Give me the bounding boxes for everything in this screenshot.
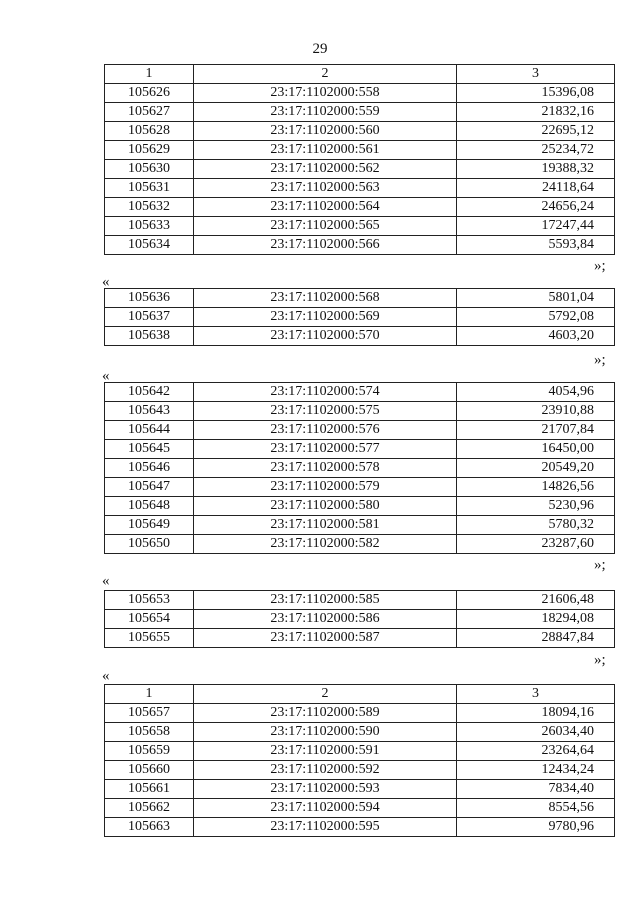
table-row [105, 327, 615, 346]
row-number-cell: 105634 [105, 236, 194, 255]
row-number-cell: 105657 [105, 704, 194, 723]
table-row [105, 818, 615, 837]
cadastral-number-cell: 23:17:1102000:561 [194, 141, 457, 160]
table-row [105, 799, 615, 818]
cadastral-number-cell: 23:17:1102000:574 [194, 383, 457, 402]
data-table-4 [104, 590, 615, 648]
table-row [105, 141, 615, 160]
table-header-row [105, 685, 615, 704]
value-cell: 5230,96 [457, 497, 615, 516]
value-cell: 22695,12 [457, 122, 615, 141]
cadastral-number-cell: 23:17:1102000:580 [194, 497, 457, 516]
cadastral-number-cell: 23:17:1102000:594 [194, 799, 457, 818]
value-cell: 21606,48 [457, 591, 615, 610]
cadastral-number-cell: 23:17:1102000:577 [194, 440, 457, 459]
value-cell: 5792,08 [457, 308, 615, 327]
value-cell: 23287,60 [457, 535, 615, 554]
opening-quote-2: « [102, 274, 110, 290]
row-number-cell: 105637 [105, 308, 194, 327]
row-number-cell: 105653 [105, 591, 194, 610]
table-row [105, 497, 615, 516]
cadastral-number-cell: 23:17:1102000:564 [194, 198, 457, 217]
row-number-cell: 105638 [105, 327, 194, 346]
cadastral-number-cell: 23:17:1102000:586 [194, 610, 457, 629]
row-number-cell: 105642 [105, 383, 194, 402]
opening-quote-5: « [102, 668, 110, 684]
row-number-cell: 105660 [105, 761, 194, 780]
table-header-row [105, 65, 615, 84]
table-row [105, 289, 615, 308]
table-row [105, 122, 615, 141]
value-cell: 23910,88 [457, 402, 615, 421]
cadastral-number-cell: 23:17:1102000:581 [194, 516, 457, 535]
row-number-cell: 105658 [105, 723, 194, 742]
row-number-cell: 105659 [105, 742, 194, 761]
cadastral-number-cell: 23:17:1102000:575 [194, 402, 457, 421]
value-cell: 7834,40 [457, 780, 615, 799]
value-cell: 21832,16 [457, 103, 615, 122]
cadastral-number-cell: 23:17:1102000:592 [194, 761, 457, 780]
column-header: 3 [457, 685, 615, 704]
cadastral-number-cell: 23:17:1102000:587 [194, 629, 457, 648]
table-row [105, 160, 615, 179]
row-number-cell: 105629 [105, 141, 194, 160]
cadastral-number-cell: 23:17:1102000:563 [194, 179, 457, 198]
row-number-cell: 105649 [105, 516, 194, 535]
cadastral-number-cell: 23:17:1102000:582 [194, 535, 457, 554]
table-row [105, 516, 615, 535]
cadastral-number-cell: 23:17:1102000:579 [194, 478, 457, 497]
cadastral-number-cell: 23:17:1102000:568 [194, 289, 457, 308]
value-cell: 15396,08 [457, 84, 615, 103]
opening-quote-4: « [102, 573, 110, 589]
value-cell: 26034,40 [457, 723, 615, 742]
cadastral-number-cell: 23:17:1102000:589 [194, 704, 457, 723]
table-row [105, 402, 615, 421]
row-number-cell: 105663 [105, 818, 194, 837]
cadastral-number-cell: 23:17:1102000:576 [194, 421, 457, 440]
cadastral-number-cell: 23:17:1102000:569 [194, 308, 457, 327]
table-row [105, 217, 615, 236]
column-header: 3 [457, 65, 615, 84]
cadastral-number-cell: 23:17:1102000:578 [194, 459, 457, 478]
value-cell: 16450,00 [457, 440, 615, 459]
cadastral-number-cell: 23:17:1102000:558 [194, 84, 457, 103]
column-header: 1 [105, 65, 194, 84]
value-cell: 12434,24 [457, 761, 615, 780]
table-row [105, 103, 615, 122]
value-cell: 9780,96 [457, 818, 615, 837]
table-row [105, 459, 615, 478]
value-cell: 18094,16 [457, 704, 615, 723]
value-cell: 25234,72 [457, 141, 615, 160]
table-row [105, 179, 615, 198]
column-header: 2 [194, 65, 457, 84]
value-cell: 21707,84 [457, 421, 615, 440]
row-number-cell: 105632 [105, 198, 194, 217]
data-table-2 [104, 288, 615, 346]
closing-quote-2: »; [594, 352, 606, 368]
row-number-cell: 105654 [105, 610, 194, 629]
column-header: 2 [194, 685, 457, 704]
cadastral-number-cell: 23:17:1102000:565 [194, 217, 457, 236]
cadastral-number-cell: 23:17:1102000:591 [194, 742, 457, 761]
data-table-3 [104, 382, 615, 554]
table-row [105, 629, 615, 648]
value-cell: 5593,84 [457, 236, 615, 255]
cadastral-number-cell: 23:17:1102000:585 [194, 591, 457, 610]
row-number-cell: 105643 [105, 402, 194, 421]
row-number-cell: 105650 [105, 535, 194, 554]
table-row [105, 383, 615, 402]
cadastral-number-cell: 23:17:1102000:560 [194, 122, 457, 141]
cadastral-number-cell: 23:17:1102000:566 [194, 236, 457, 255]
table-row [105, 84, 615, 103]
table-row [105, 742, 615, 761]
value-cell: 28847,84 [457, 629, 615, 648]
row-number-cell: 105646 [105, 459, 194, 478]
value-cell: 24118,64 [457, 179, 615, 198]
table-row [105, 440, 615, 459]
value-cell: 24656,24 [457, 198, 615, 217]
opening-quote-3: « [102, 368, 110, 384]
row-number-cell: 105645 [105, 440, 194, 459]
row-number-cell: 105661 [105, 780, 194, 799]
value-cell: 19388,32 [457, 160, 615, 179]
value-cell: 18294,08 [457, 610, 615, 629]
table-row [105, 704, 615, 723]
table-row [105, 308, 615, 327]
table-row [105, 421, 615, 440]
cadastral-number-cell: 23:17:1102000:559 [194, 103, 457, 122]
row-number-cell: 105633 [105, 217, 194, 236]
data-table-1 [104, 64, 615, 255]
page-number: 29 [312, 41, 328, 57]
table-row [105, 610, 615, 629]
row-number-cell: 105631 [105, 179, 194, 198]
data-table-5 [104, 684, 615, 837]
row-number-cell: 105647 [105, 478, 194, 497]
table-row [105, 780, 615, 799]
value-cell: 20549,20 [457, 459, 615, 478]
table-row [105, 236, 615, 255]
table-row [105, 591, 615, 610]
row-number-cell: 105648 [105, 497, 194, 516]
row-number-cell: 105644 [105, 421, 194, 440]
cadastral-number-cell: 23:17:1102000:595 [194, 818, 457, 837]
value-cell: 5801,04 [457, 289, 615, 308]
row-number-cell: 105662 [105, 799, 194, 818]
value-cell: 14826,56 [457, 478, 615, 497]
closing-quote-1: »; [594, 258, 606, 274]
cadastral-number-cell: 23:17:1102000:562 [194, 160, 457, 179]
row-number-cell: 105627 [105, 103, 194, 122]
table-row [105, 198, 615, 217]
table-row [105, 723, 615, 742]
column-header: 1 [105, 685, 194, 704]
row-number-cell: 105628 [105, 122, 194, 141]
value-cell: 4054,96 [457, 383, 615, 402]
value-cell: 4603,20 [457, 327, 615, 346]
value-cell: 8554,56 [457, 799, 615, 818]
table-row [105, 535, 615, 554]
row-number-cell: 105655 [105, 629, 194, 648]
value-cell: 17247,44 [457, 217, 615, 236]
table-row [105, 761, 615, 780]
cadastral-number-cell: 23:17:1102000:593 [194, 780, 457, 799]
table-row [105, 478, 615, 497]
closing-quote-4: »; [594, 652, 606, 668]
cadastral-number-cell: 23:17:1102000:590 [194, 723, 457, 742]
value-cell: 5780,32 [457, 516, 615, 535]
cadastral-number-cell: 23:17:1102000:570 [194, 327, 457, 346]
row-number-cell: 105636 [105, 289, 194, 308]
row-number-cell: 105626 [105, 84, 194, 103]
value-cell: 23264,64 [457, 742, 615, 761]
closing-quote-3: »; [594, 557, 606, 573]
row-number-cell: 105630 [105, 160, 194, 179]
